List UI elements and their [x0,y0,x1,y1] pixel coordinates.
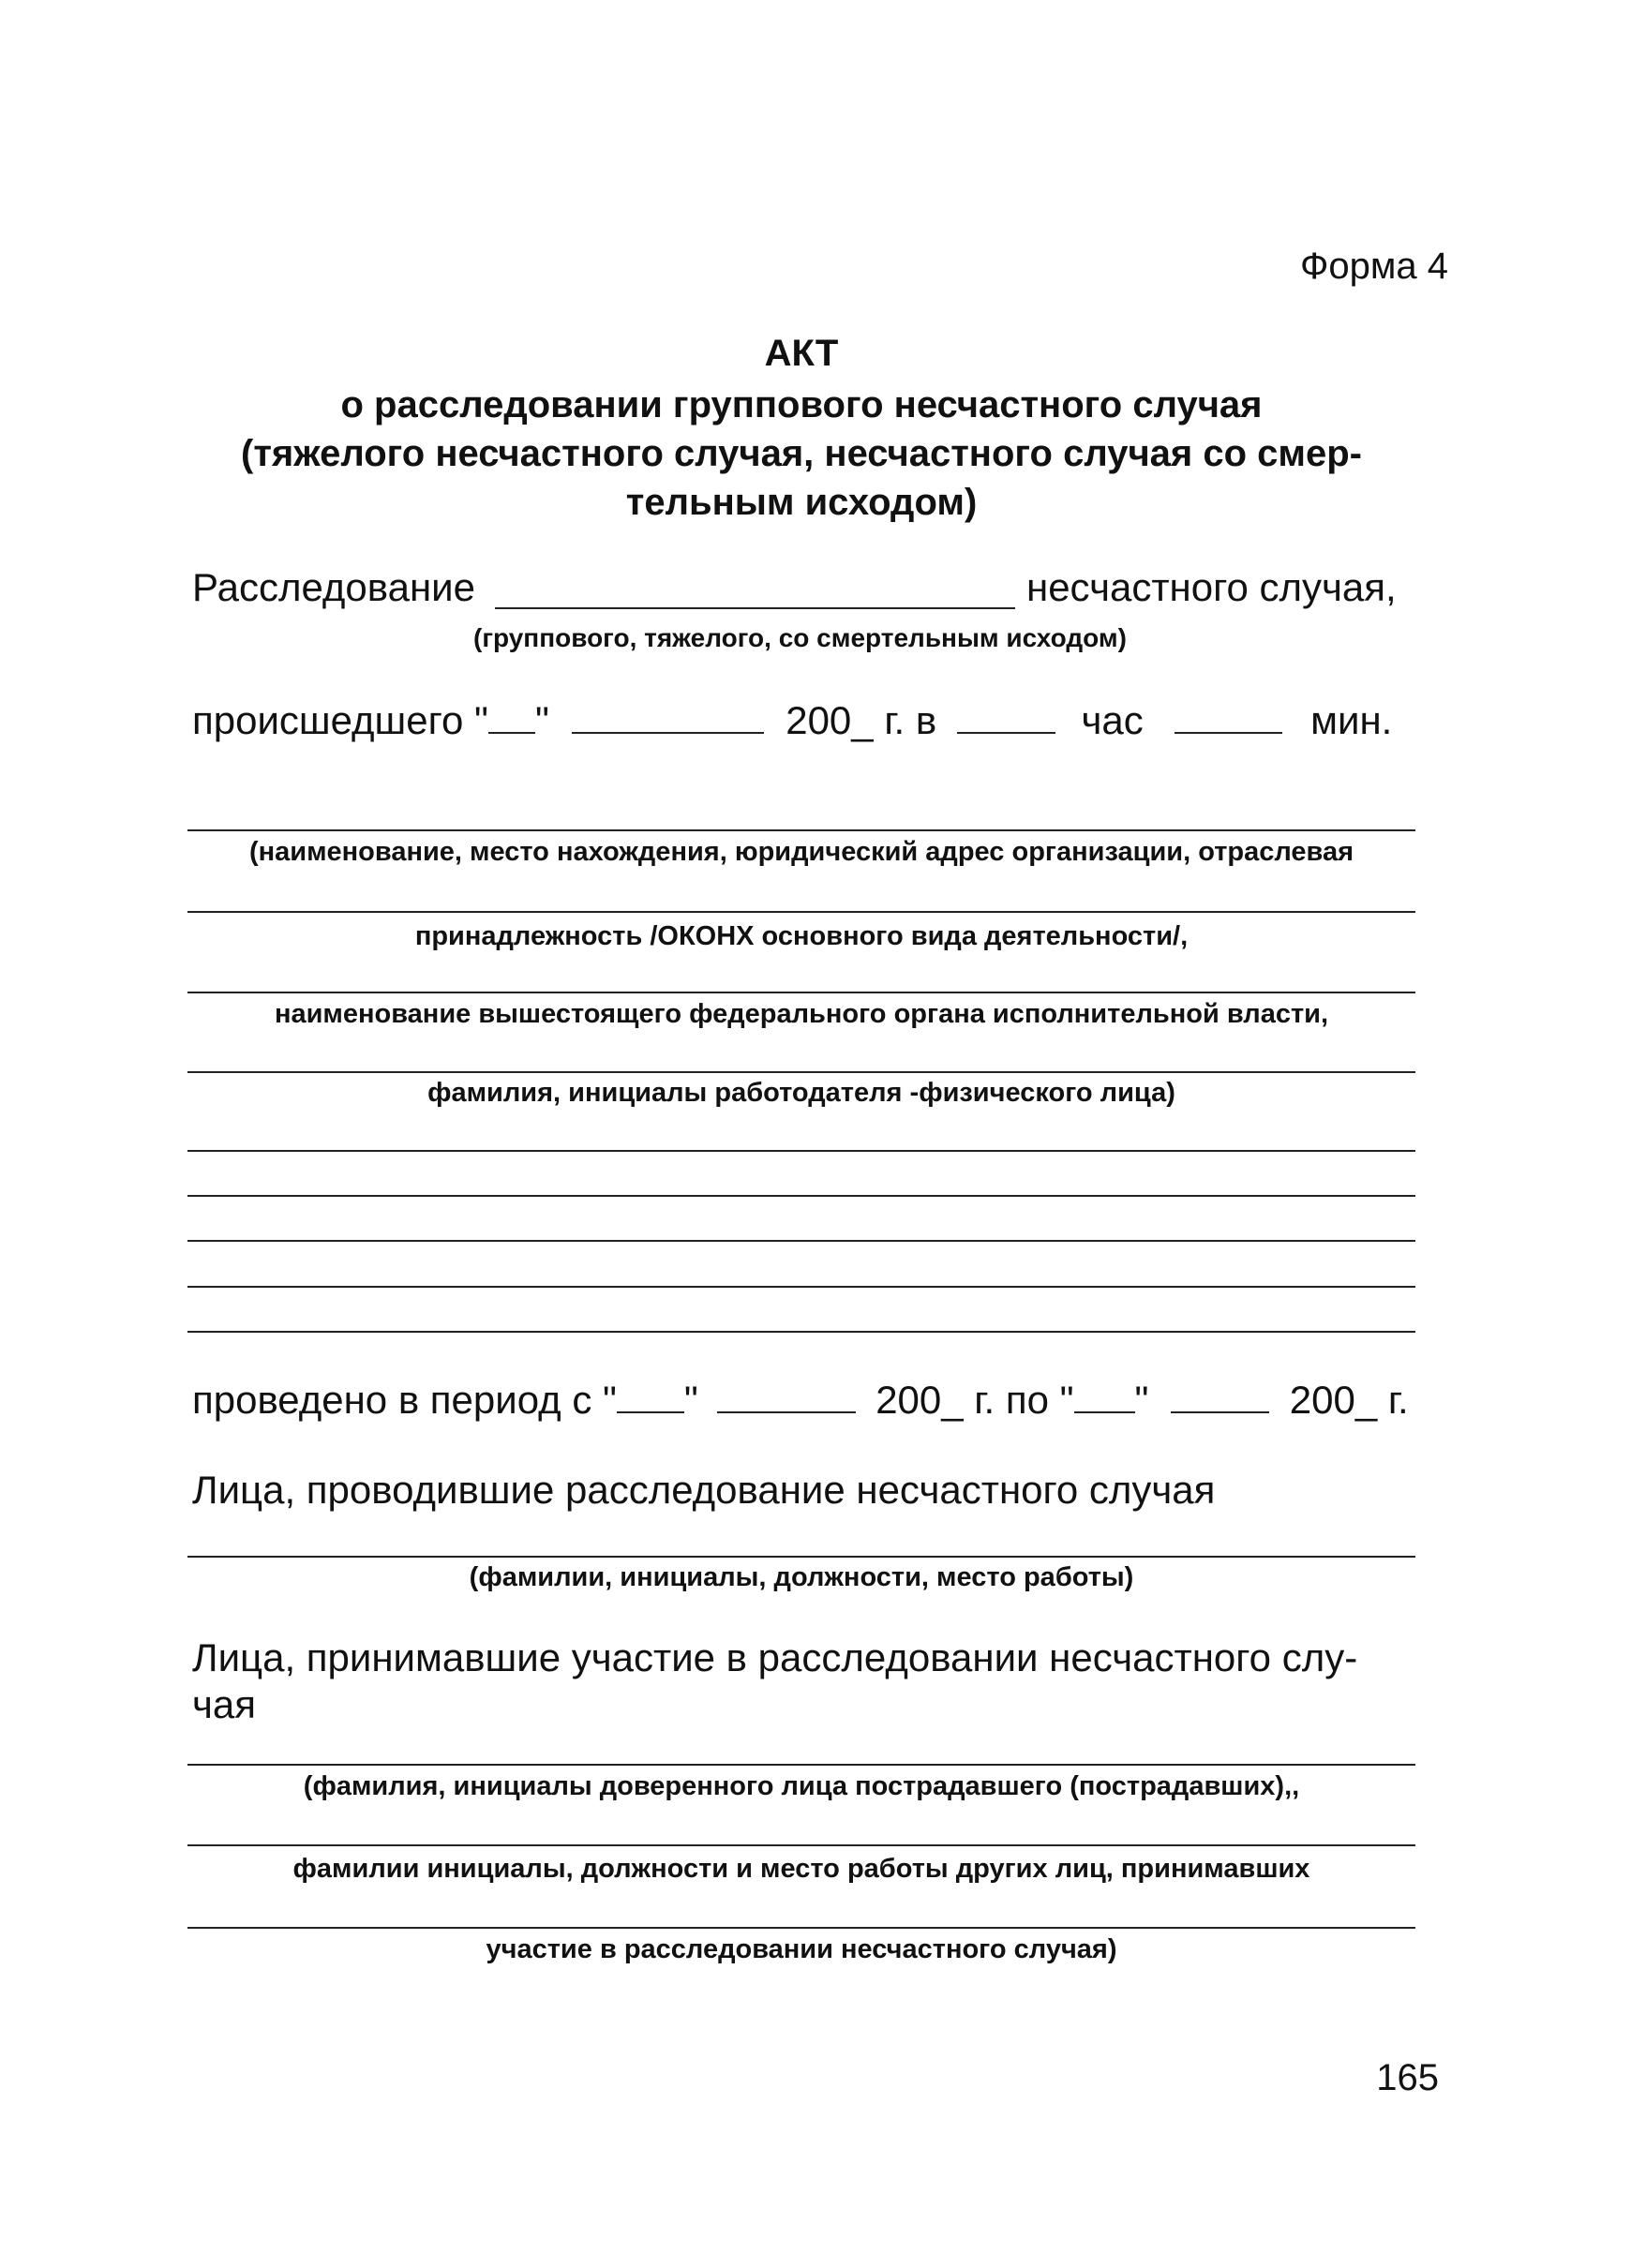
participants-heading-2: чая [192,1682,256,1726]
occurred-prefix: происшедшего " [192,698,488,742]
participants-caption-3: участие в расследовании несчастного случая) [486,1934,1117,1964]
day-field[interactable] [488,704,535,734]
title-line-3: (тяжелого несчастного случая, несчастного случая со смер- [241,433,1362,474]
start-month-field[interactable] [717,1383,856,1413]
period-quote-1: " [683,1378,698,1422]
hour-field[interactable] [957,704,1055,734]
investigation-hint: (группового, тяжелого, со смертельным исходом) [473,623,1127,652]
blank-line-2[interactable] [187,1195,1415,1197]
investigation-prefix: Расследование [192,565,475,609]
investigators-line[interactable] [187,1556,1415,1558]
participants-line-3[interactable] [187,1927,1415,1929]
participants-line-2[interactable] [187,1844,1415,1846]
organization-line-2[interactable] [187,911,1415,913]
page-number: 165 [1376,2057,1439,2098]
period-quote-2: " [1134,1378,1149,1422]
organization-line-1[interactable] [187,829,1415,831]
organization-line-4[interactable] [187,1071,1415,1073]
period-year-2: 200_ г. [1289,1378,1409,1422]
month-field[interactable] [572,704,764,734]
blank-line-1[interactable] [187,1150,1415,1152]
blank-line-5[interactable] [187,1331,1415,1333]
period-line [192,1378,1409,1423]
occurred-year: 200_ г. в [786,698,937,742]
participants-line-1[interactable] [187,1764,1415,1766]
organization-caption-3: наименование вышестоящего федерального органа исполнительной власти, [274,999,1329,1029]
investigators-heading: Лица, проводившие расследование несчастного случая [192,1468,1216,1512]
participants-heading-1: Лица, принимавшие участие в расследовании несчастного слу- [192,1635,1358,1679]
blank-line-3[interactable] [187,1240,1415,1242]
title-line-4: тельным исходом) [625,482,978,523]
investigators-caption: (фамилии, инициалы, должности, место работы) [469,1562,1134,1592]
form-label: Форма 4 [1299,246,1448,287]
investigation-type-field[interactable] [495,607,1015,609]
organization-line-3[interactable] [187,992,1415,993]
end-day-field[interactable] [1074,1383,1135,1413]
organization-caption-1: (наименование, место нахождения, юридический адрес организации, отраслевая [248,837,1354,867]
end-month-field[interactable] [1171,1383,1269,1413]
participants-caption-2: фамилии инициалы, должности и место работы других лиц, принимавших [292,1854,1310,1884]
start-day-field[interactable] [617,1383,684,1413]
organization-caption-4: фамилия, инициалы работодателя -физического лица) [427,1078,1175,1108]
occurred-hour-label: час [1081,698,1144,742]
participants-caption-1: (фамилия, инициалы доверенного лица пострадавшего (пострадавших),, [303,1771,1300,1801]
blank-line-4[interactable] [187,1286,1415,1288]
title-line-2: о расследовании группового несчастного случая [340,384,1263,425]
minute-field[interactable] [1175,704,1282,734]
occurred-minute-label: мин. [1310,698,1393,742]
occurred-quote: " [534,698,549,742]
occurred-line [192,698,1392,743]
investigation-suffix: несчастного случая, [1026,565,1397,609]
title-line-1: АКТ [764,333,839,374]
period-year-1: 200_ г. по " [875,1378,1074,1422]
period-prefix: проведено в период с " [192,1378,617,1422]
organization-caption-2: принадлежность /ОКОНХ основного вида деятельности/, [414,921,1189,951]
